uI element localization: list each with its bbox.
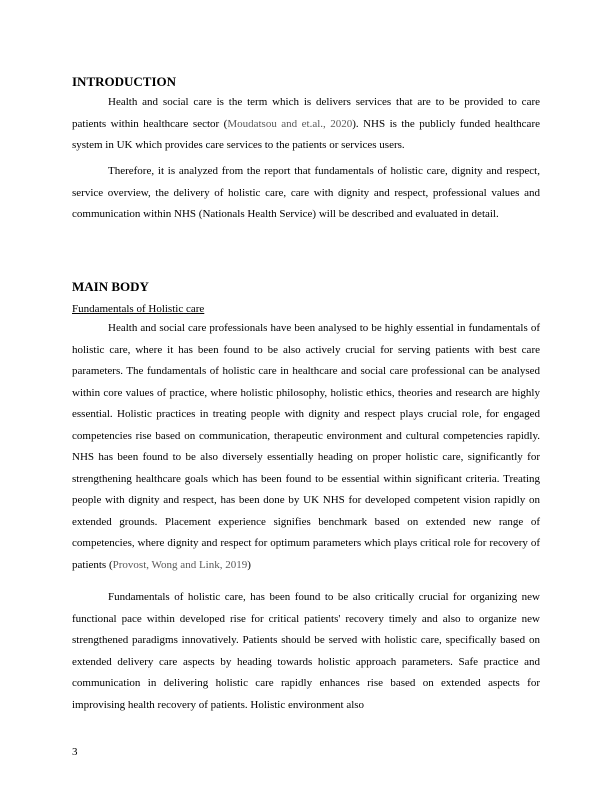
main-body-heading: MAIN BODY bbox=[72, 279, 149, 294]
page-number: 3 bbox=[72, 746, 78, 758]
introduction-paragraph-1-end: ). NHS is the publicly funded healthcare system in UK which provides care services to the patients or services users. bbox=[72, 117, 540, 151]
introduction-paragraph-2 bbox=[72, 161, 540, 226]
main-body-paragraph-1-end: ) bbox=[247, 558, 251, 571]
citation-moudatsou: Moudatsou and et.al., 2020 bbox=[227, 117, 353, 130]
main-body-paragraph-2 bbox=[72, 587, 540, 716]
introduction-heading: INTRODUCTION bbox=[72, 74, 177, 89]
introduction-paragraph-2-text: Therefore, it is analyzed from the report that fundamentals of holistic care, dignity and respect, service overview, the delivery of holistic care, care with dignity and respect, professional values and communication within NHS (Nationals Health Service) will be described and evaluated in detail. bbox=[72, 165, 540, 220]
fundamentals-subheading: Fundamentals of Holistic care bbox=[72, 303, 205, 315]
introduction-paragraph-1 bbox=[72, 92, 540, 157]
introduction-paragraph-1-text: Health and social care is the term which is delivers services that are to be provided to care patients within healthcare sector ( bbox=[72, 96, 540, 130]
citation-provost: Provost, Wong and Link, 2019 bbox=[112, 558, 248, 571]
main-body-paragraph-1 bbox=[72, 318, 540, 576]
main-body-paragraph-1-text: Health and social care professionals have been analysed to be highly essential in fundamentals of holistic care, where it has been found to be also actively crucial for serving patients with best care parameters. The fundamentals of holistic care in healthcare and social care professional can be analysed within core values of practice, where holistic philosophy, holistic ethics, theories and research are highly essential. Holistic practices in treating people with dignity and respect plays crucial role, for engaged competencies rise based on communication, therapeutic environment and cultural competencies rapidly. NHS has been found to be also diversely essentially heading on proper holistic care, significantly for strengthening healthcare goals which has been found to be essential within significant criteria. Treating people with dignity and respect, has been done by UK NHS for developed competent vision rapidly on extended grounds. Placement experience signifies benchmark based on extended new range of competencies, where dignity and respect for optimum parameters which plays critical role for recovery of patients ( bbox=[72, 322, 540, 571]
main-body-paragraph-2-text: Fundamentals of holistic care, has been found to be also critically crucial for organizing new functional pace within developed rise for critical patients' recovery timely and also to organize new strengthened paradigms innovatively. Patients should be served with holistic care, specifically based on extended delivery care aspects by heading towards holistic approach parameters. Safe practice and communication in delivering holistic care rapidly enhances rise based on extended aspects for improvising health recovery of patients. Holistic environment also bbox=[72, 591, 540, 711]
